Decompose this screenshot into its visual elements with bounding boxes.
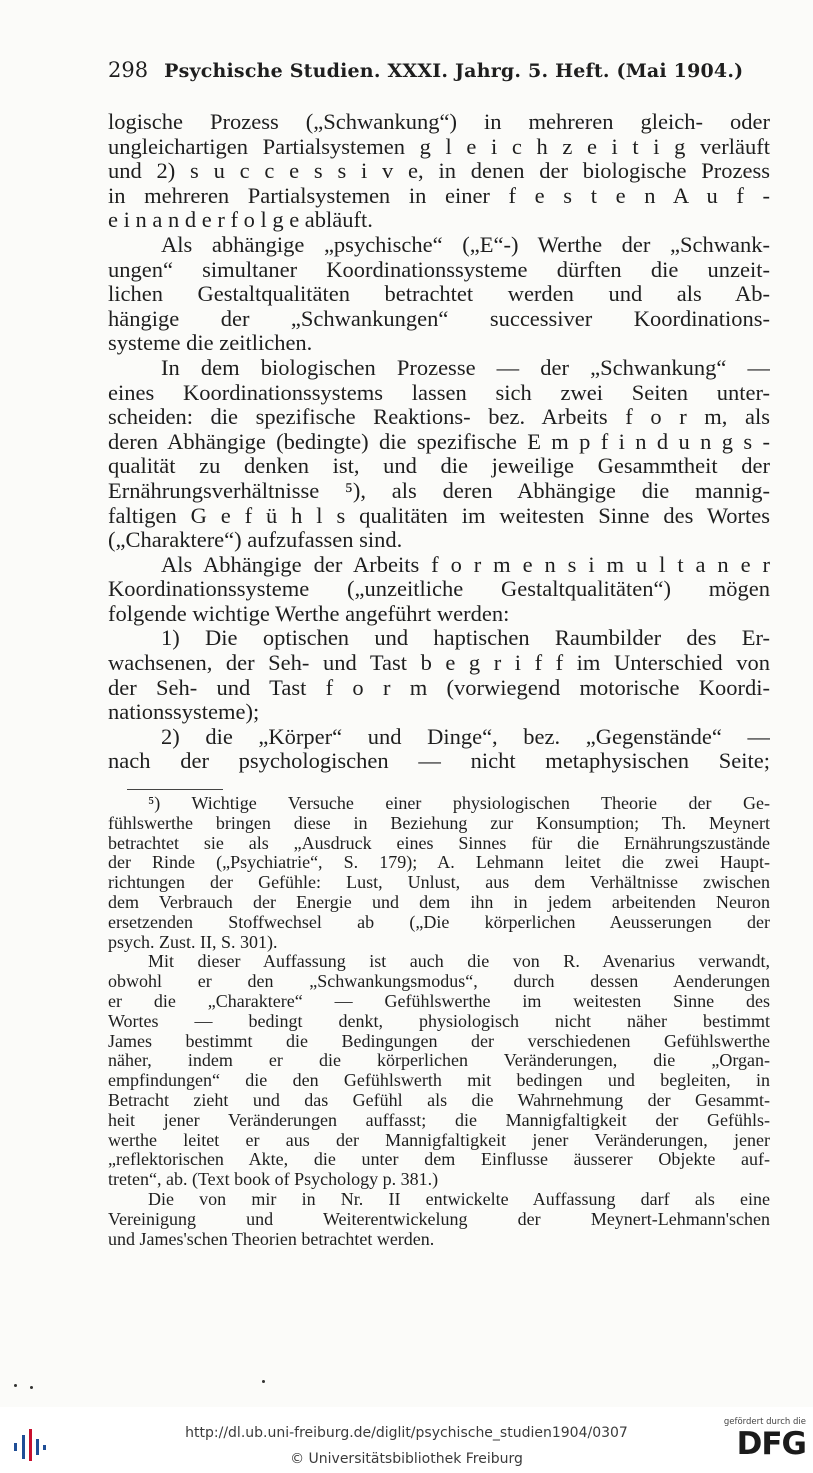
body-line: deren Abhängige (bedingte) die spezifische E m p f i n d u n g s -: [108, 429, 770, 454]
footnote-line: Wortes — bedingt denkt, physiologisch nicht näher bestimmt: [108, 1011, 770, 1031]
body-line: lichen Gestaltqualitäten betrachtet werden und als Ab-: [108, 282, 770, 307]
body-line: Als abhängige „psychische“ („E“-) Werthe der „Schwank-: [161, 232, 770, 257]
body-line: und 2) s u c c e s s i v e, in denen der biologische Prozess: [108, 159, 770, 184]
dfg-mark: DFG: [736, 1426, 806, 1462]
body-line: 1) Die optischen und haptischen Raumbilder des Er-: [161, 626, 770, 651]
digitization-footer: [0, 1407, 813, 1473]
footnote-line: ⁵) Wichtige Versuche einer physiologischen Theorie der Ge-: [148, 794, 770, 813]
body-line: Ernährungsverhältnisse ⁵), als deren Abhängige die mannig-: [108, 478, 770, 503]
body-line: Koordinationssysteme („unzeitliche Gestaltqualitäten“) mögen: [108, 577, 770, 602]
footnote-separator: [127, 789, 223, 790]
footnote-line: „reflektorischen Akte, die unter dem Einflusse äusserer Objekte auf-: [108, 1150, 770, 1170]
footnote-line: heit jener Veränderungen auffasst; die Mannigfaltigkeit der Gefühls-: [108, 1110, 770, 1130]
footnote-line: Mit dieser Auffassung ist auch die von R. Avenarius verwandt,: [148, 952, 770, 972]
body-line: in mehreren Partialsystemen in einer f e s t e n A u f -: [108, 183, 770, 208]
body-line: faltigen G e f ü h l s qualitäten im weitesten Sinne des Wortes: [108, 503, 770, 528]
footnote-line: werthe leitet er aus der Mannigfaltigkeit jener Veränderungen, jener: [108, 1130, 770, 1150]
footnote-line: obwohl er den „Schwankungsmodus“, durch dessen Aenderungen: [108, 972, 770, 992]
footnote-line: dem Verbrauch der Energie und dem ihn in jedem arbeitenden Neuron: [108, 892, 770, 912]
body-line: hängige der „Schwankungen“ successiver Koordinations-: [108, 306, 770, 331]
footnote-line: betrachtet sie als „Ausdruck eines Sinnes für die Ernährungszustände: [108, 833, 770, 853]
footnote-line: treten“, ab. (Text book of Psychology p. 381.): [108, 1170, 439, 1190]
copyright-notice: © Universitätsbibliothek Freiburg: [290, 1451, 523, 1467]
body-line: ungen“ simultaner Koordinationssysteme dürften die unzeit-: [108, 257, 770, 282]
body-line: systeme die zeitlichen.: [108, 331, 313, 356]
body-line: nationssysteme);: [108, 700, 260, 725]
body-line: logische Prozess („Schwankung“) in mehreren gleich- oder: [108, 110, 770, 134]
body-line: 2) die „Körper“ und Dinge“, bez. „Gegenstände“ —: [161, 724, 770, 749]
footnote-line: und James'schen Theorien betrachtet werden.: [108, 1229, 435, 1249]
footnote-line: fühlswerthe bringen diese in Beziehung zur Konsumption; Th. Meynert: [108, 813, 770, 833]
footnote-line: ersetzenden Stoffwechsel ab („Die körperlichen Aeusserungen der: [108, 912, 770, 932]
footnote-line: James bestimmt die Bedingungen der verschiedenen Gefühlswerthe: [108, 1031, 770, 1051]
body-line: wachsenen, der Seh- und Tast b e g r i f f im Unterschied von: [108, 651, 770, 676]
footnote-line: Die von mir in Nr. II entwickelte Auffassung darf als eine: [148, 1189, 770, 1209]
main-text: [108, 110, 770, 774]
footnote-line: näher, indem er die körperlichen Veränderungen, die „Organ-: [108, 1051, 770, 1071]
footnote: [108, 794, 770, 1249]
footnote-line: richtungen der Gefühle: Lust, Unlust, aus dem Verhältnisse zwischen: [108, 873, 770, 893]
running-header: [108, 58, 744, 82]
running-title: Psychische Studien. XXXI. Jahrg. 5. Heft. (Mai 1904.): [164, 60, 744, 82]
body-line: e i n a n d e r f o l g e abläuft.: [108, 208, 373, 233]
source-url[interactable]: http://dl.ub.uni-freiburg.de/diglit/psychische_studien1904/0307: [185, 1425, 628, 1441]
body-line: nach der psychologischen — nicht metaphysischen Seite;: [108, 749, 770, 774]
footnote-line: Betracht zieht und das Gefühl als die Wahrnehmung der Gesammt-: [108, 1090, 770, 1110]
body-line: scheiden: die spezifische Reaktions- bez. Arbeits f o r m, als: [108, 405, 770, 430]
body-line: ungleichartigen Partialsystemen g l e i c h z e i t i g verläuft: [108, 134, 770, 159]
footnote-line: er die „Charaktere“ — Gefühlswerthe im weitesten Sinne des: [108, 991, 770, 1011]
scan-specks: [0, 1380, 813, 1400]
page-number: 298: [108, 58, 149, 82]
body-line: („Charaktere“) aufzufassen sind.: [108, 528, 403, 553]
body-line: Als Abhängige der Arbeits f o r m e n s i m u l t a n e r: [161, 552, 770, 577]
body-line: eines Koordinationssystems lassen sich zwei Seiten unter-: [108, 380, 770, 405]
dfg-caption: gefördert durch die: [723, 1417, 806, 1427]
footnote-line: Vereinigung und Weiterentwickelung der Meynert-Lehmann'schen: [108, 1209, 770, 1229]
footnote-line: der Rinde („Psychiatrie“, S. 179); A. Lehmann leitet die zwei Haupt-: [108, 853, 770, 873]
dfg-logo: [714, 1417, 806, 1471]
body-line: folgende wichtige Werthe angeführt werden:: [108, 601, 510, 626]
body-line: In dem biologischen Prozesse — der „Schwankung“ —: [161, 355, 770, 380]
footnote-line: empfindungen“ die den Gefühlswerth mit bedingen und begleiten, in: [108, 1071, 770, 1091]
body-line: qualität zu denken ist, und die jeweilige Gesammtheit der: [108, 454, 770, 479]
footnote-line: psych. Zust. II, S. 301).: [108, 932, 278, 952]
body-line: der Seh- und Tast f o r m (vorwiegend motorische Koordi-: [108, 675, 770, 700]
